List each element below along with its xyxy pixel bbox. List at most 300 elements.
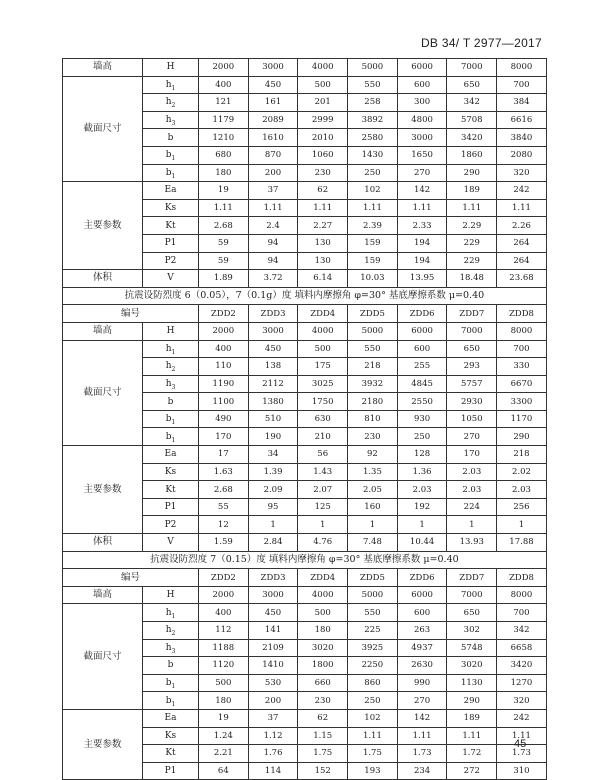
table-cell: 400: [199, 340, 249, 358]
param-symbol: [143, 164, 199, 182]
param-symbol: [143, 674, 199, 692]
wall-height-label: 墙高: [63, 59, 143, 77]
table-cell: 1: [497, 516, 547, 534]
table-cell: 1.39: [248, 463, 298, 481]
table-cell: 1270: [497, 674, 547, 692]
table-cell: 1170: [497, 410, 547, 428]
table-cell: 7000: [447, 322, 497, 340]
table-cell: 4800: [397, 111, 447, 129]
table-cell: 384: [497, 94, 547, 112]
table-cell: 17.88: [497, 534, 547, 552]
table-cell: 1.24: [199, 727, 249, 745]
param-symbol: [143, 639, 199, 657]
table-cell: 138: [248, 358, 298, 376]
param-symbol: [143, 692, 199, 710]
table-cell: 650: [447, 340, 497, 358]
param-symbol: P2: [143, 516, 199, 534]
main-params-label: 主要参数: [63, 709, 143, 779]
table-cell: 7000: [447, 586, 497, 604]
table-cell: 1: [447, 516, 497, 534]
table-cell: 229: [447, 252, 497, 270]
table-cell: 490: [199, 410, 249, 428]
table-cell: 242: [497, 709, 547, 727]
table-cell: 320: [497, 692, 547, 710]
table-cell: 1.11: [199, 199, 249, 217]
model-id: ZDD5: [348, 569, 398, 587]
table-cell: 3000: [248, 59, 298, 77]
table-cell: 121: [199, 94, 249, 112]
table-cell: 1.43: [298, 463, 348, 481]
symbol-base: h: [165, 115, 172, 126]
symbol-subscript: 2: [171, 102, 176, 110]
table-cell: 193: [348, 762, 398, 780]
table-cell: 2000: [199, 322, 249, 340]
table-cell: 4937: [397, 639, 447, 657]
table-cell: 6000: [397, 322, 447, 340]
table-cell: 2.68: [199, 481, 249, 499]
param-symbol: P1: [143, 762, 199, 780]
table-cell: 256: [497, 498, 547, 516]
table-cell: 1.72: [447, 745, 497, 763]
param-symbol: V: [143, 270, 199, 288]
main-params-label: 主要参数: [63, 446, 143, 534]
table-row: [63, 534, 547, 552]
param-symbol: Kt: [143, 745, 199, 763]
model-id: ZDD7: [447, 569, 497, 587]
table-cell: 19: [199, 182, 249, 200]
table-cell: 680: [199, 146, 249, 164]
table-cell: 142: [397, 182, 447, 200]
table-cell: 700: [497, 76, 547, 94]
table-cell: 3025: [298, 375, 348, 393]
table-cell: 1.11: [497, 199, 547, 217]
number-label: 编号: [63, 569, 199, 587]
table-cell: 2.03: [397, 481, 447, 499]
table-cell: 92: [348, 446, 398, 464]
table-cell: 1.89: [199, 270, 249, 288]
param-symbol: P1: [143, 498, 199, 516]
table-cell: 218: [497, 446, 547, 464]
table-cell: 342: [497, 622, 547, 640]
table-cell: 112: [199, 622, 249, 640]
table-cell: 2089: [248, 111, 298, 129]
table-cell: 1430: [348, 146, 398, 164]
symbol-subscript: 2: [171, 630, 176, 638]
table-cell: 400: [199, 76, 249, 94]
table-cell: 290: [497, 428, 547, 446]
table-cell: 13.93: [447, 534, 497, 552]
table-cell: 194: [397, 234, 447, 252]
table-cell: 17: [199, 446, 249, 464]
table-cell: 3000: [397, 129, 447, 147]
table-cell: 234: [397, 762, 447, 780]
table-cell: 3420: [447, 129, 497, 147]
symbol-base: h: [165, 378, 172, 389]
table-cell: 290: [447, 692, 497, 710]
volume-label: 体积: [63, 534, 143, 552]
param-symbol: V: [143, 534, 199, 552]
table-cell: 270: [397, 164, 447, 182]
symbol-base: h: [165, 607, 172, 618]
table-cell: 342: [447, 94, 497, 112]
table-cell: 64: [199, 762, 249, 780]
table-cell: 660: [298, 674, 348, 692]
param-symbol: [143, 94, 199, 112]
table-cell: 224: [447, 498, 497, 516]
section-size-label: 截面尺寸: [63, 340, 143, 446]
table-cell: 2.33: [397, 217, 447, 235]
table-cell: 1: [298, 516, 348, 534]
symbol-base: h: [165, 361, 172, 372]
table-cell: 264: [497, 252, 547, 270]
table-cell: 930: [397, 410, 447, 428]
table-cell: 1.75: [348, 745, 398, 763]
table-cell: 1.11: [397, 727, 447, 745]
table-cell: 10.44: [397, 534, 447, 552]
table-cell: 4845: [397, 375, 447, 393]
table-cell: 2.21: [199, 745, 249, 763]
table-cell: 1.11: [248, 199, 298, 217]
table-cell: 650: [447, 76, 497, 94]
param-symbol: Ea: [143, 446, 199, 464]
table-cell: 5748: [447, 639, 497, 657]
table-cell: 1.73: [497, 745, 547, 763]
param-symbol: Ea: [143, 182, 199, 200]
volume-label: 体积: [63, 270, 143, 288]
table-cell: 3892: [348, 111, 398, 129]
symbol-base: b: [165, 695, 172, 706]
symbol-subscript: 3: [171, 119, 176, 127]
table-cell: 6000: [397, 586, 447, 604]
table-cell: 114: [248, 762, 298, 780]
table-cell: 6670: [497, 375, 547, 393]
table-cell: 1.11: [298, 199, 348, 217]
table-cell: 1: [248, 516, 298, 534]
table-cell: 59: [199, 252, 249, 270]
section-size-label: 截面尺寸: [63, 604, 143, 710]
model-id: ZDD6: [397, 569, 447, 587]
param-symbol: [143, 622, 199, 640]
symbol-base: h: [165, 343, 172, 354]
table-cell: 600: [397, 76, 447, 94]
symbol-subscript: 1: [171, 84, 176, 92]
symbol-base: b: [165, 678, 172, 689]
param-symbol: b: [143, 657, 199, 675]
table-cell: 2.29: [447, 217, 497, 235]
table-row: [63, 340, 547, 358]
param-symbol: [143, 76, 199, 94]
model-id: ZDD5: [348, 305, 398, 323]
table-cell: 700: [497, 604, 547, 622]
table-cell: 141: [248, 622, 298, 640]
table-cell: 500: [298, 604, 348, 622]
table-cell: 264: [497, 234, 547, 252]
table-cell: 2999: [298, 111, 348, 129]
table-cell: 600: [397, 604, 447, 622]
table-cell: 56: [298, 446, 348, 464]
symbol-subscript: 1: [171, 682, 176, 690]
table-cell: 1179: [199, 111, 249, 129]
param-symbol: [143, 410, 199, 428]
table-cell: 110: [199, 358, 249, 376]
table-cell: 1.11: [348, 199, 398, 217]
table-cell: 210: [298, 428, 348, 446]
table-cell: 810: [348, 410, 398, 428]
table-cell: 5000: [348, 59, 398, 77]
page-header: [0, 0, 600, 60]
table-cell: 4.76: [298, 534, 348, 552]
table-cell: 1210: [199, 129, 249, 147]
table-cell: 142: [397, 709, 447, 727]
main-params-label: 主要参数: [63, 182, 143, 270]
table-cell: 130: [298, 252, 348, 270]
table-cell: 189: [447, 709, 497, 727]
table-cell: 6.14: [298, 270, 348, 288]
table-cell: 2.03: [497, 481, 547, 499]
symbol-base: h: [165, 79, 172, 90]
param-symbol: P1: [143, 234, 199, 252]
table-cell: 1130: [447, 674, 497, 692]
table-cell: 1120: [199, 657, 249, 675]
table-cell: 3932: [348, 375, 398, 393]
param-symbol: Ks: [143, 199, 199, 217]
table-cell: 2000: [199, 59, 249, 77]
symbol-base: b: [165, 414, 172, 425]
table-cell: 600: [397, 340, 447, 358]
table-cell: 2112: [248, 375, 298, 393]
table-cell: 3020: [298, 639, 348, 657]
table-row: [63, 604, 547, 622]
param-symbol: H: [143, 586, 199, 604]
param-symbol: [143, 146, 199, 164]
param-symbol: P2: [143, 252, 199, 270]
table-cell: 500: [199, 674, 249, 692]
table-cell: 700: [497, 340, 547, 358]
table-cell: 5000: [348, 322, 398, 340]
table-cell: 530: [248, 674, 298, 692]
table-cell: 23.68: [497, 270, 547, 288]
table-row: [63, 322, 547, 340]
symbol-base: b: [165, 431, 172, 442]
table-cell: 650: [447, 604, 497, 622]
table-cell: 34: [248, 446, 298, 464]
id-row: [63, 569, 547, 587]
table-row: [63, 270, 547, 288]
table-cell: 159: [348, 252, 398, 270]
table-cell: 450: [248, 76, 298, 94]
table-cell: 860: [348, 674, 398, 692]
symbol-base: h: [165, 97, 172, 108]
table-cell: 59: [199, 234, 249, 252]
table-cell: 3840: [497, 129, 547, 147]
table-cell: 3300: [497, 393, 547, 411]
table-cell: 550: [348, 604, 398, 622]
table-cell: 1800: [298, 657, 348, 675]
table-cell: 128: [397, 446, 447, 464]
table-cell: 255: [397, 358, 447, 376]
table-cell: 37: [248, 709, 298, 727]
table-cell: 2.02: [497, 463, 547, 481]
retaining-wall-table: [62, 58, 546, 780]
page-number: 45: [514, 738, 527, 750]
table-cell: 510: [248, 410, 298, 428]
table-cell: 450: [248, 340, 298, 358]
model-id: ZDD7: [447, 305, 497, 323]
table-cell: 95: [248, 498, 298, 516]
table-cell: 218: [348, 358, 398, 376]
table-cell: 130: [298, 234, 348, 252]
table-row: [63, 586, 547, 604]
table-cell: 1.11: [397, 199, 447, 217]
model-id: ZDD3: [248, 569, 298, 587]
table-cell: 3000: [248, 322, 298, 340]
table-cell: 258: [348, 94, 398, 112]
model-id: ZDD2: [199, 305, 249, 323]
table-cell: 2.03: [447, 463, 497, 481]
table-cell: 1.12: [248, 727, 298, 745]
table-cell: 8000: [497, 322, 547, 340]
symbol-subscript: 3: [171, 383, 176, 391]
table-cell: 2.39: [348, 217, 398, 235]
table-cell: 272: [447, 762, 497, 780]
table-cell: 3000: [248, 586, 298, 604]
table-cell: 990: [397, 674, 447, 692]
table-cell: 310: [497, 762, 547, 780]
model-id: ZDD2: [199, 569, 249, 587]
table-cell: 1.11: [447, 199, 497, 217]
table-cell: 4000: [298, 59, 348, 77]
table-cell: 37: [248, 182, 298, 200]
table-cell: 1750: [298, 393, 348, 411]
table-cell: 170: [447, 446, 497, 464]
table-cell: 125: [298, 498, 348, 516]
table-cell: 1190: [199, 375, 249, 393]
table-cell: 175: [298, 358, 348, 376]
symbol-base: b: [165, 150, 172, 161]
table-cell: 1410: [248, 657, 298, 675]
table-cell: 180: [199, 692, 249, 710]
wall-height-label: 墙高: [63, 322, 143, 340]
table-cell: 242: [497, 182, 547, 200]
table-cell: 1188: [199, 639, 249, 657]
table-row: [63, 59, 547, 77]
param-symbol: b: [143, 129, 199, 147]
param-symbol: Kt: [143, 217, 199, 235]
table-cell: 1380: [248, 393, 298, 411]
model-id: ZDD8: [497, 305, 547, 323]
model-id: ZDD3: [248, 305, 298, 323]
table-cell: 290: [447, 164, 497, 182]
table-cell: 2000: [199, 586, 249, 604]
table-cell: 2550: [397, 393, 447, 411]
table-row: [63, 446, 547, 464]
table-cell: 10.03: [348, 270, 398, 288]
table-body: [63, 59, 547, 780]
table-cell: 160: [348, 498, 398, 516]
table-cell: 2630: [397, 657, 447, 675]
table-cell: 2930: [447, 393, 497, 411]
symbol-subscript: 1: [171, 436, 176, 444]
symbol-subscript: 1: [171, 612, 176, 620]
table-cell: 7.48: [348, 534, 398, 552]
table-cell: 250: [397, 428, 447, 446]
table-cell: 270: [397, 692, 447, 710]
table-cell: 1.11: [348, 727, 398, 745]
table-cell: 1.11: [497, 727, 547, 745]
table-cell: 330: [497, 358, 547, 376]
table-cell: 1.75: [298, 745, 348, 763]
table-cell: 450: [248, 604, 298, 622]
table-cell: 94: [248, 234, 298, 252]
table-cell: 102: [348, 182, 398, 200]
table-cell: 250: [348, 164, 398, 182]
table-cell: 194: [397, 252, 447, 270]
table-cell: 230: [348, 428, 398, 446]
symbol-subscript: 2: [171, 366, 176, 374]
table-cell: 1860: [447, 146, 497, 164]
table-cell: 2109: [248, 639, 298, 657]
model-id: ZDD4: [298, 569, 348, 587]
wall-height-label: 墙高: [63, 586, 143, 604]
table-cell: 1.59: [199, 534, 249, 552]
param-symbol: Ea: [143, 709, 199, 727]
table-cell: 8000: [497, 59, 547, 77]
table-caption: 抗震设防烈度 7（0.15）度 填料内摩擦角 φ=30° 基底摩擦系数 μ=0.40: [63, 551, 547, 569]
table-cell: 3925: [348, 639, 398, 657]
table-cell: 2.84: [248, 534, 298, 552]
table-caption: 抗震设防烈度 6（0.05），7（0.1g）度 填料内摩擦角 φ=30° 基底摩擦系数 μ=0.40: [63, 287, 547, 305]
table-cell: 230: [298, 692, 348, 710]
symbol-subscript: 1: [171, 700, 176, 708]
table-cell: 1050: [447, 410, 497, 428]
table-cell: 6658: [497, 639, 547, 657]
table-cell: 159: [348, 234, 398, 252]
param-symbol: b: [143, 393, 199, 411]
table-cell: 2.07: [298, 481, 348, 499]
table-cell: 2.05: [348, 481, 398, 499]
table-cell: 2.4: [248, 217, 298, 235]
table-cell: 550: [348, 340, 398, 358]
table-cell: 250: [348, 692, 398, 710]
table-cell: 1: [397, 516, 447, 534]
table-cell: 189: [447, 182, 497, 200]
table-cell: 2.26: [497, 217, 547, 235]
param-symbol: Ks: [143, 463, 199, 481]
table-cell: 2080: [497, 146, 547, 164]
table-cell: 2.68: [199, 217, 249, 235]
table-cell: 18.48: [447, 270, 497, 288]
table-cell: 170: [199, 428, 249, 446]
param-symbol: [143, 375, 199, 393]
table-cell: 630: [298, 410, 348, 428]
table-cell: 3.72: [248, 270, 298, 288]
table-cell: 152: [298, 762, 348, 780]
param-symbol: H: [143, 322, 199, 340]
table-row: [63, 76, 547, 94]
table-cell: 180: [298, 622, 348, 640]
param-symbol: [143, 604, 199, 622]
table-cell: 62: [298, 182, 348, 200]
table-cell: 192: [397, 498, 447, 516]
symbol-subscript: 1: [171, 155, 176, 163]
table-cell: 1060: [298, 146, 348, 164]
param-symbol: [143, 428, 199, 446]
table-cell: 263: [397, 622, 447, 640]
table-cell: 1610: [248, 129, 298, 147]
table-cell: 3020: [447, 657, 497, 675]
table-cell: 200: [248, 692, 298, 710]
symbol-base: b: [165, 167, 172, 178]
